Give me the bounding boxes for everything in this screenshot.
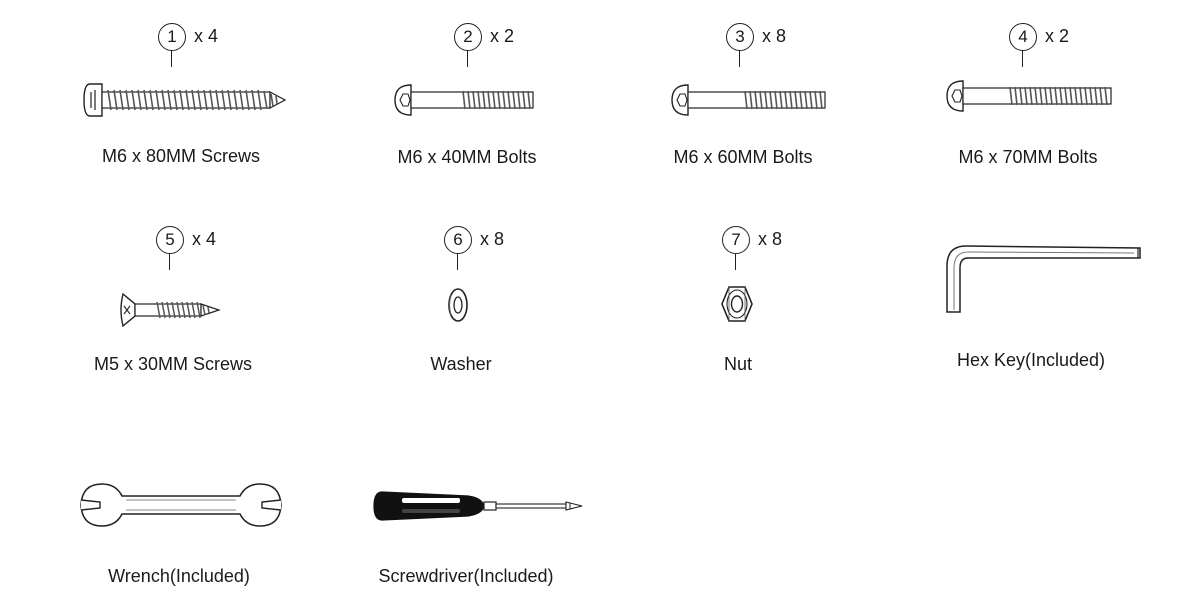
part-number: 1 [158,23,186,51]
part-6 [453,229,505,249]
tool-label: Screwdriver(Included) [378,566,554,586]
part-number: 7 [722,226,750,254]
part-label: M6 x 60MM Bolts [673,147,813,167]
leader-line [457,254,458,270]
part-7 [731,229,783,249]
part-quantity: x 8 [762,26,787,46]
wrench-icon [78,480,284,530]
part-label: M6 x 40MM Bolts [397,147,537,167]
part-number: 6 [444,226,472,254]
part-number: 5 [156,226,184,254]
part-number: 2 [454,23,482,51]
button-head-bolt-icon [945,78,1117,114]
hex-nut-icon [719,284,755,324]
countersunk-screw-icon [117,292,223,328]
part-number: 3 [726,23,754,51]
leader-line [735,254,736,270]
part-quantity: x 8 [758,229,783,249]
leader-line [171,51,172,67]
part-1 [167,26,219,46]
part-label: Washer [430,354,492,374]
tool-label: Hex Key(Included) [956,350,1106,370]
leader-line [1022,51,1023,67]
button-head-bolt-icon [393,82,538,118]
part-quantity: x 8 [480,229,505,249]
leader-line [467,51,468,67]
button-head-bolt-icon [670,82,830,118]
washer-icon [445,285,471,325]
part-2 [463,26,515,46]
hex-key-icon [944,238,1144,318]
screwdriver-icon [372,488,586,524]
part-label: M6 x 80MM Screws [101,146,261,166]
part-label: M6 x 70MM Bolts [958,147,1098,167]
tool-label: Wrench(Included) [108,566,250,586]
pan-head-screw-icon [80,78,290,123]
part-4 [1018,26,1070,46]
part-quantity: x 2 [490,26,515,46]
part-quantity: x 2 [1045,26,1070,46]
part-label: M5 x 30MM Screws [93,354,253,374]
leader-line [169,254,170,270]
part-number: 4 [1009,23,1037,51]
part-label: Nut [723,354,753,374]
leader-line [739,51,740,67]
part-quantity: x 4 [194,26,219,46]
part-3 [735,26,787,46]
part-5 [165,229,217,249]
part-quantity: x 4 [192,229,217,249]
